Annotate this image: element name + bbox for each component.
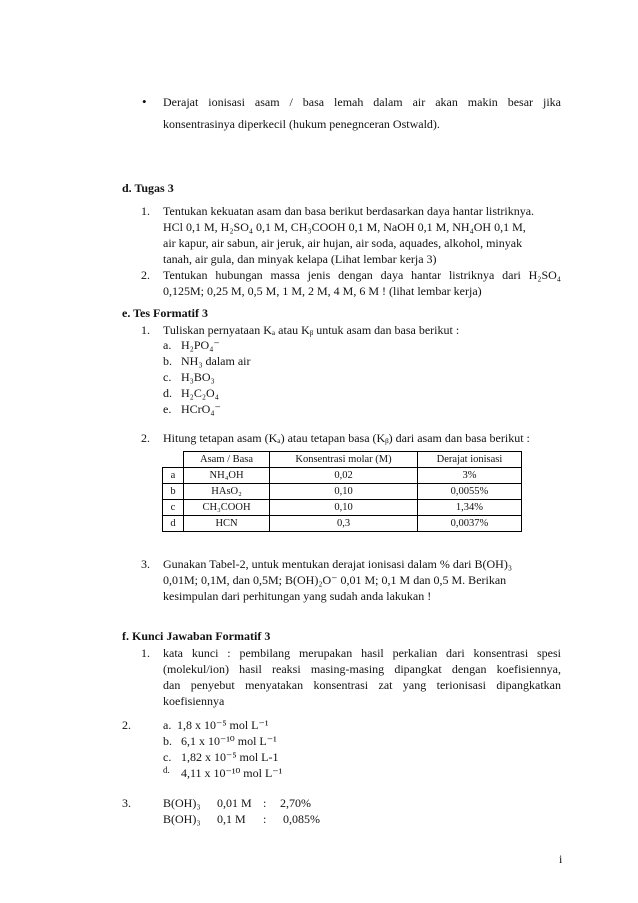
e-subitem-text: HCrO₄⁻ [181,402,221,416]
answer3-pct: 0,085% [283,812,320,826]
section-f-heading: f. Kunci Jawaban Formatif 3 [122,629,271,643]
d-item2-line1: Tentukan hubungan massa jenis dengan daya hantar listriknya dari H₂SO₄ [163,268,561,282]
page-number: i [559,852,563,866]
f-item1-line2: (molekul/ion) hasil reaksi masing-masing dipangkat dengan koefisiennya, [163,662,561,676]
answer-text: 4,11 x 10⁻¹⁰ mol L⁻¹ [181,766,283,780]
answer-letter: d. [163,765,170,775]
d-item1-line3: air kapur, air sabun, air jeruk, air hujan, air soda, aquades, alkohol, minyak [163,236,523,250]
e-subitem-text: H₂C₂O₄ [181,386,219,400]
table-row [163,516,522,532]
table-header-cell [163,452,184,468]
answer-letter: c. [163,750,172,764]
answer3-species: B(OH)₃ [163,812,201,826]
table-cell: CH₃COOH [184,500,270,516]
table-cell: NH₄OH [184,468,270,484]
e-item3-number: 3. [141,557,150,571]
section-e-heading: e. Tes Formatif 3 [122,306,208,320]
table-row [163,468,522,484]
answer3-sep: : [263,796,267,810]
e-subitem-letter: b. [163,354,172,368]
table-header-cell: Derajat ionisasi [417,452,521,468]
f-item3-number: 3. [122,796,131,810]
f-item1-number: 1. [141,646,150,660]
e-item2-number: 2. [141,431,150,445]
table-cell: 3% [417,468,521,484]
bullet-icon: • [142,94,147,109]
e-subitem-letter: d. [163,386,172,400]
e-item3-line2: 0,01M; 0,1M, dan 0,5M; B(OH)₂O⁻ 0,01 M; 0,1 M dan 0,5 M. Berikan [163,573,507,587]
section-d-heading: d. Tugas 3 [122,181,174,195]
f-item1-line4: koefisiennya [163,694,225,708]
e-subitem-letter: e. [163,402,172,416]
e-subitem-text: H₃BO₃ [181,370,215,384]
bullet-line-1: Derajat ionisasi asam / basa lemah dalam air akan makin besar jika [163,95,561,109]
answer-letter: b. [163,734,172,748]
table-cell: b [163,484,184,500]
d-item2-number: 2. [141,268,150,282]
table-cell: 0,0037% [417,516,521,532]
e-item3-line1: Gunakan Tabel-2, untuk mentukan derajat ionisasi dalam % dari B(OH)₃ [163,557,513,571]
d-item1-line1: Tentukan kekuatan asam dan basa berikut berdasarkan daya hantar listriknya. [163,204,535,218]
table-cell: 0,3 [270,516,418,532]
e-subitem-letter: a. [163,338,172,352]
d-item2-line2: 0,125M; 0,25 M, 0,5 M, 1 M, 2 M, 4 M, 6 M ! (lihat lembar kerja) [163,284,482,298]
table-cell: 0,02 [270,468,418,484]
e-subitem-text: H₂PO₄⁻ [181,338,220,352]
bullet-line-2: konsentrasinya diperkecil (hukum penegnceran Ostwald). [163,117,440,131]
answer-text: 1,82 x 10⁻⁵ mol L-1 [181,750,279,764]
e-item1-text: Tuliskan pernyataan Kₐ atau Kᵦ untuk asam dan basa berikut : [163,323,460,337]
table-cell: HAsO₂ [184,484,270,500]
table-header-cell: Konsentrasi molar (M) [270,452,418,468]
answer-text: 1,8 x 10⁻⁵ mol L⁻¹ [177,718,269,732]
d-item1-number: 1. [141,204,150,218]
answer3-sep: : [263,812,267,826]
e-item1-number: 1. [141,323,150,337]
d-item1-line2: HCl 0,1 M, H₂SO₄ 0,1 M, CH₃COOH 0,1 M, NaOH 0,1 M, NH₄OH 0,1 M, [163,220,526,234]
e-subitem-letter: c. [163,370,172,384]
table-cell: d [163,516,184,532]
d-item1-line4: tanah, air gula, dan minyak kelapa (Lihat lembar kerja 3) [163,252,437,266]
table-cell: HCN [184,516,270,532]
table-cell: 0,10 [270,500,418,516]
table-row [163,500,522,516]
f-item1-line3: dan penyebut menyatakan konsentrasi zat yang terionisasi dipangkatkan [163,678,561,692]
table-row [163,484,522,500]
f-item2-number: 2. [122,718,131,732]
answer-text: 6,1 x 10⁻¹⁰ mol L⁻¹ [181,734,277,748]
table-cell: c [163,500,184,516]
f-item1-line1: kata kunci : pembilang merupakan hasil perkalian dari konsentrasi spesi [163,646,561,660]
answer3-conc: 0,1 M [217,812,246,826]
answer3-species: B(OH)₃ [163,796,201,810]
table-cell: 1,34% [417,500,521,516]
e-item3-line3: kesimpulan dari perhitungan yang sudah anda lakukan ! [163,589,432,603]
table-cell: a [163,468,184,484]
answer3-pct: 2,70% [280,796,311,810]
answer3-conc: 0,01 M [217,796,252,810]
table-header-cell: Asam / Basa [184,452,270,468]
ionization-table [162,451,522,532]
e-subitem-text: NH₃ dalam air [181,354,251,368]
table-cell: 0,0055% [417,484,521,500]
answer-letter: a. [163,718,172,732]
e-item2-text: Hitung tetapan asam (Kₐ) atau tetapan basa (Kᵦ) dari asam dan basa berikut : [163,431,530,445]
table-header-row [163,452,522,468]
table-cell: 0,10 [270,484,418,500]
